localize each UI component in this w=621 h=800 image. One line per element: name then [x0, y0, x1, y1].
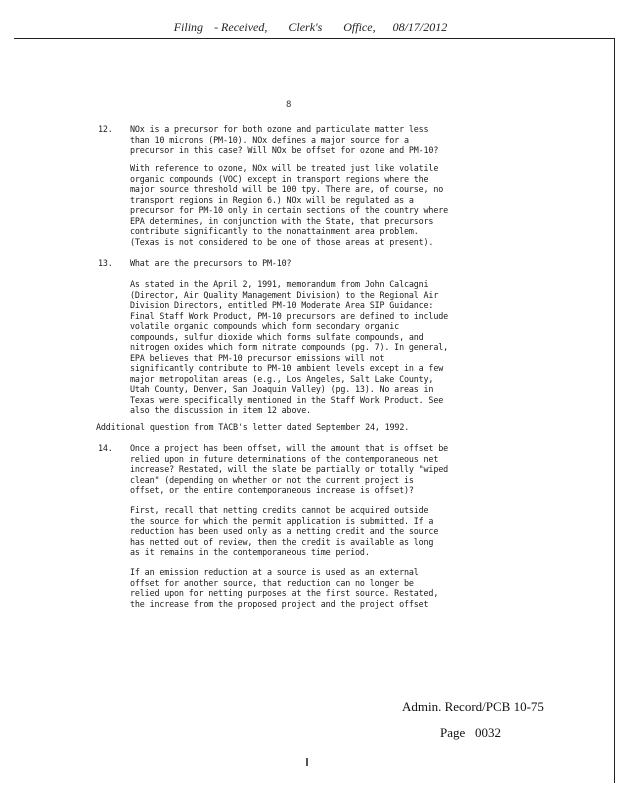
item-12-question: NOx is a precursor for both ozone and particulate matter less than 10 microns (PM-10). NOx defines a major source for a precursor in this case? Will NOx be offset for ozone and PM-10? [130, 124, 439, 155]
filing-stamp [0, 20, 621, 35]
item-14-answer-1: First, recall that netting credits cannot be acquired outside the source for which the permit application is submitted. If a reduction has been used only as a netting credit and the source has netted out of review, then the credit is available as long as it remains in the contemporaneous time period. [130, 505, 439, 557]
additional-question-heading: Additional question from TACB's letter dated September 24, 1992. [96, 422, 410, 432]
page-border-top [14, 38, 614, 39]
filing-label: Filing [173, 20, 204, 34]
clerks-label: Clerk's [288, 20, 323, 34]
filing-date: 08/17/2012 [392, 20, 448, 34]
scan-mark [306, 758, 308, 766]
item-14-answer-2: If an emission reduction at a source is used as an external offset for another source, that reduction can no longer be relied upon for netting purposes at the first source. Restated, the increase from the proposed project and the project offset [130, 567, 439, 609]
item-13-question: What are the precursors to PM-10? [130, 258, 292, 268]
item-14-question: Once a project has been offset, will the amount that is offset be relied upon in future determinations of the contemporaneous net increase? Restated, will the slate be partially or totally "wiped clean" (depending on whether or not the current project is offset, or the entire contemporaneous increase is offset)? [130, 443, 448, 495]
item-13-number: 13. [98, 258, 113, 268]
item-12-number: 12. [98, 124, 113, 134]
page-number: 8 [286, 100, 292, 110]
admin-record-label: Admin. Record/PCB 10-75 [402, 699, 544, 714]
item-12-answer: With reference to ozone, NOx will be treated just like volatile organic compounds (VOC) except in transport regions where the major source threshold will be 100 tpy. There are, of course, no transport regions in Region 6.) NOx will be regulated as a precursor for PM-10 only in certain sections of the country where EPA determines, in conjunction with the State, that precursors contribute significantly to the nonattainment area problem. (Texas is not considered to be one of those areas at present). [130, 163, 448, 247]
item-14-number: 14. [98, 443, 113, 453]
page-border-right [614, 38, 615, 783]
page-value: 0032 [475, 725, 501, 740]
received-label: - Received, [214, 20, 268, 34]
office-label: Office, [343, 20, 376, 34]
page-label: Page [440, 725, 466, 740]
item-13-answer: As stated in the April 2, 1991, memorandum from John Calcagni (Director, Air Quality Management Division) to the Regional Air Division Directors, entitled PM-10 Moderate Area SIP Guidance: Final Staff Work Product, PM-10 precursors are defined to include volatile organic compounds which form secondary organic compounds, sulfur dioxide which forms sulfate compounds, and nitrogen oxides which form nitrate compounds (pg. 7). In general, EPA believes that PM-10 precursor emissions will not significantly contribute to PM-10 ambient levels except in a few major metropolitan areas (e.g., Los Angeles, Salt Lake County, Utah County, Denver, San Joaquin Valley) (pg. 13). No areas in Texas were specifically mentioned in the Staff Work Product. See also the discussion in item 12 above. [130, 279, 448, 415]
